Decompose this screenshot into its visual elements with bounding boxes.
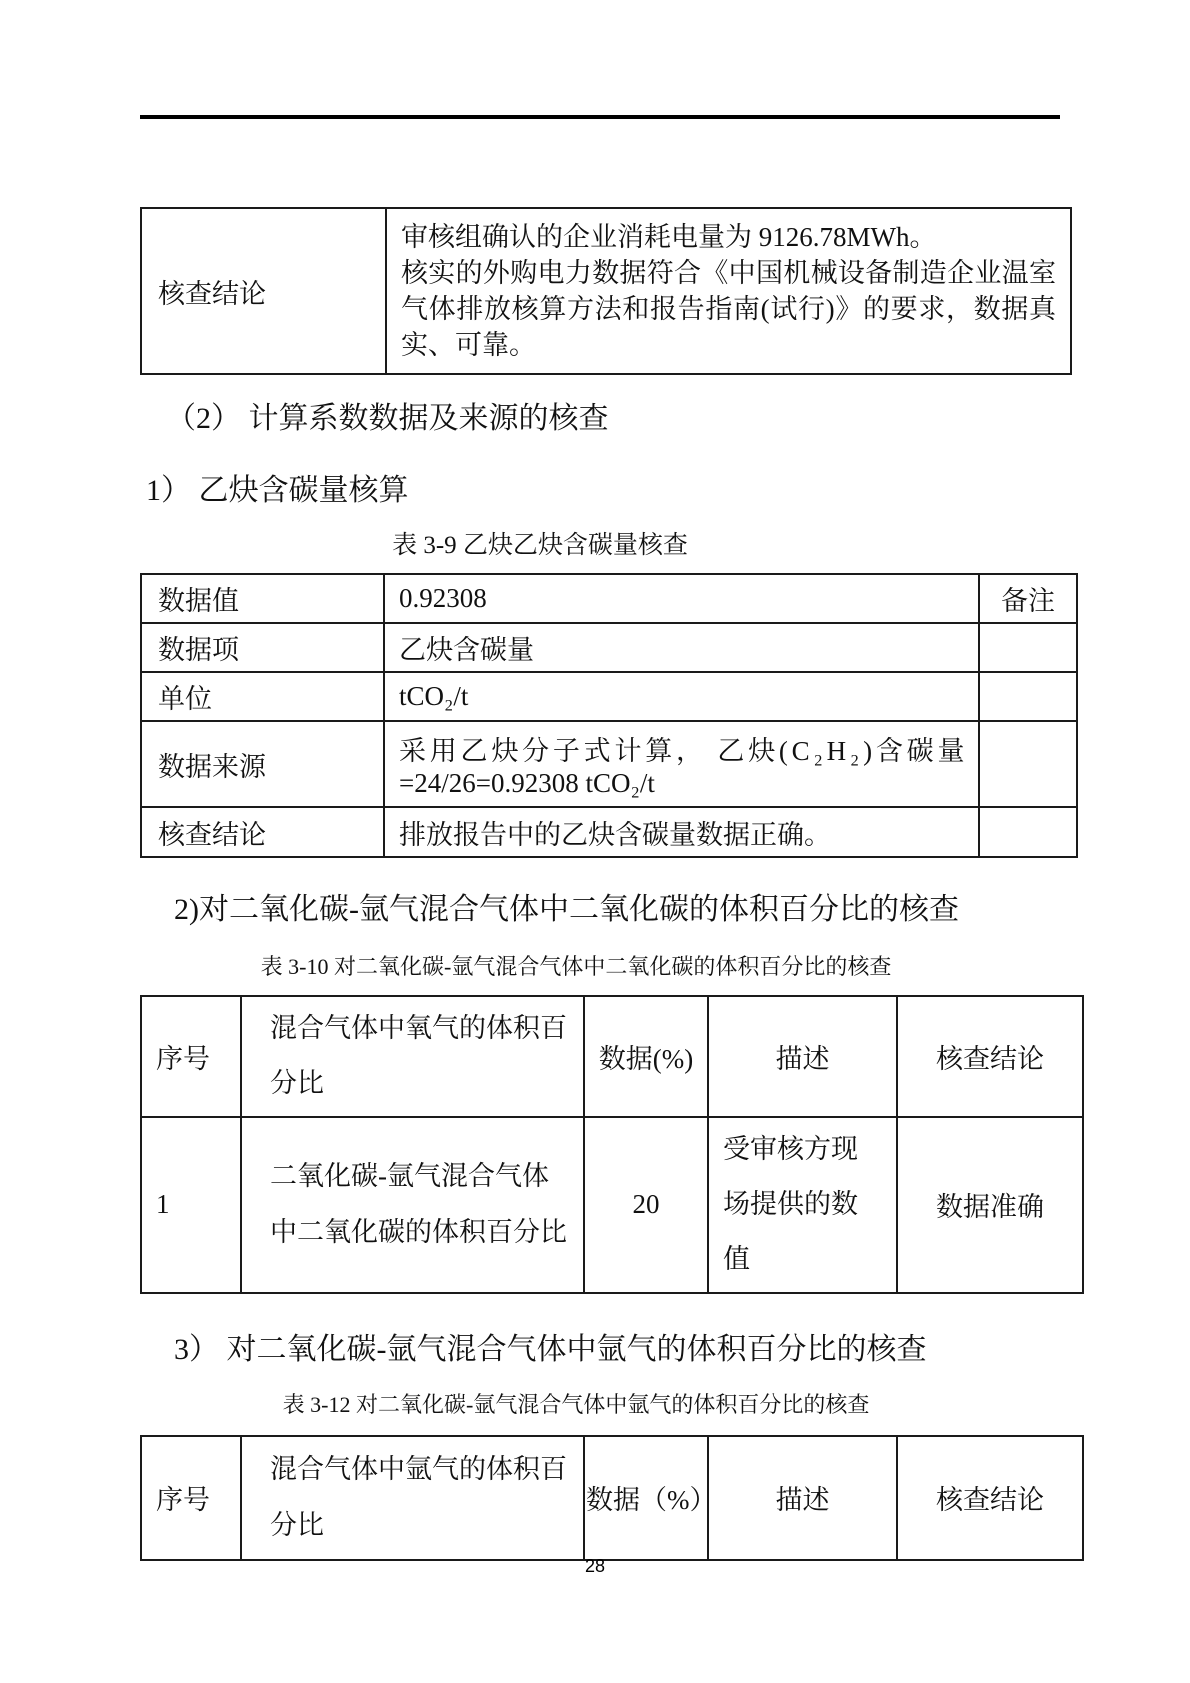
table-row [141,721,1077,807]
cell-item: 二氧化碳-氩气混合气体中二氧化碳的体积百分比 [241,1117,584,1293]
table-row [141,623,1077,672]
table-header-row [141,996,1083,1117]
table-3-9-caption: 表 3-9 乙炔乙炔含碳量核查 [392,532,688,559]
row-label: 数据项 [141,623,384,672]
table-3-10-caption: 表 3-10 对二氧化碳-氩气混合气体中二氧化碳的体积百分比的核查 [260,954,892,979]
header-data-percent: 数据(%) [584,996,708,1117]
note-cell [979,721,1077,807]
table-3-12-caption: 表 3-12 对二氧化碳-氩气混合气体中氩气的体积百分比的核查 [282,1391,870,1417]
data-source-line-1: 采用乙炔分子式计算， 乙炔(C₂H₂)含碳量 [399,736,969,766]
row-value: 排放报告中的乙炔含碳量数据正确。 [384,807,979,857]
conclusion-table [140,207,1072,375]
header-serial: 序号 [141,1436,241,1560]
row-value: 0.92308 [384,574,979,623]
header-serial: 序号 [141,996,241,1117]
table-row [141,672,1077,721]
note-cell [979,623,1077,672]
row-value: 乙炔含碳量 [384,623,979,672]
header-rule [140,115,1060,119]
cell-serial: 1 [141,1117,241,1293]
cell-data-percent: 20 [584,1117,708,1293]
header-description: 描述 [708,996,897,1117]
page-number: 28 [584,1556,606,1576]
table-row [141,1117,1083,1293]
note-header: 备注 [979,574,1077,623]
subsection-heading-argon-volume: 3） 对二氧化碳-氩气混合气体中氩气的体积百分比的核查 [174,1332,927,1366]
header-conclusion: 核查结论 [897,1436,1083,1560]
table-3-12 [140,1435,1084,1561]
conclusion-line-2: 核实的外购电力数据符合《中国机械设备制造企业温室气体排放核算方法和报告指南(试行)》的要求，数据真实、可靠。 [401,258,1056,360]
header-data-percent: 数据（%） [584,1436,708,1560]
header-item: 混合气体中氩气的体积百分比 [241,1436,584,1560]
subsection-heading-co2-volume: 2)对二氧化碳-氩气混合气体中二氧化碳的体积百分比的核查 [174,893,959,926]
conclusion-line-1: 审核组确认的企业消耗电量为 9126.78MWh。 [401,222,937,252]
table-3-9 [140,573,1078,858]
conclusion-row-label: 核查结论 [141,208,386,374]
note-cell [979,807,1077,857]
conclusion-row-content [386,208,1071,374]
header-conclusion: 核查结论 [897,996,1083,1117]
row-value [384,721,979,807]
subsection-heading-acetylene: 1） 乙炔含碳量核算 [146,474,409,507]
cell-conclusion: 数据准确 [897,1117,1083,1293]
table-header-row [141,1436,1083,1560]
row-label: 核查结论 [141,807,384,857]
row-label: 数据值 [141,574,384,623]
header-description: 描述 [708,1436,897,1560]
table-3-10 [140,995,1084,1294]
table-row [141,807,1077,857]
row-label: 单位 [141,672,384,721]
section-heading-calc-factor: （2） 计算系数数据及来源的核查 [166,402,609,435]
row-label: 数据来源 [141,721,384,807]
data-source-line-2: =24/26=0.92308 tCO₂/t [399,768,655,798]
cell-description: 受审核方现场提供的数值 [708,1117,897,1293]
header-item: 混合气体中氧气的体积百分比 [241,996,584,1117]
table-row [141,208,1071,374]
note-cell [979,672,1077,721]
row-value: tCO₂/t [384,672,979,721]
table-row [141,574,1077,623]
